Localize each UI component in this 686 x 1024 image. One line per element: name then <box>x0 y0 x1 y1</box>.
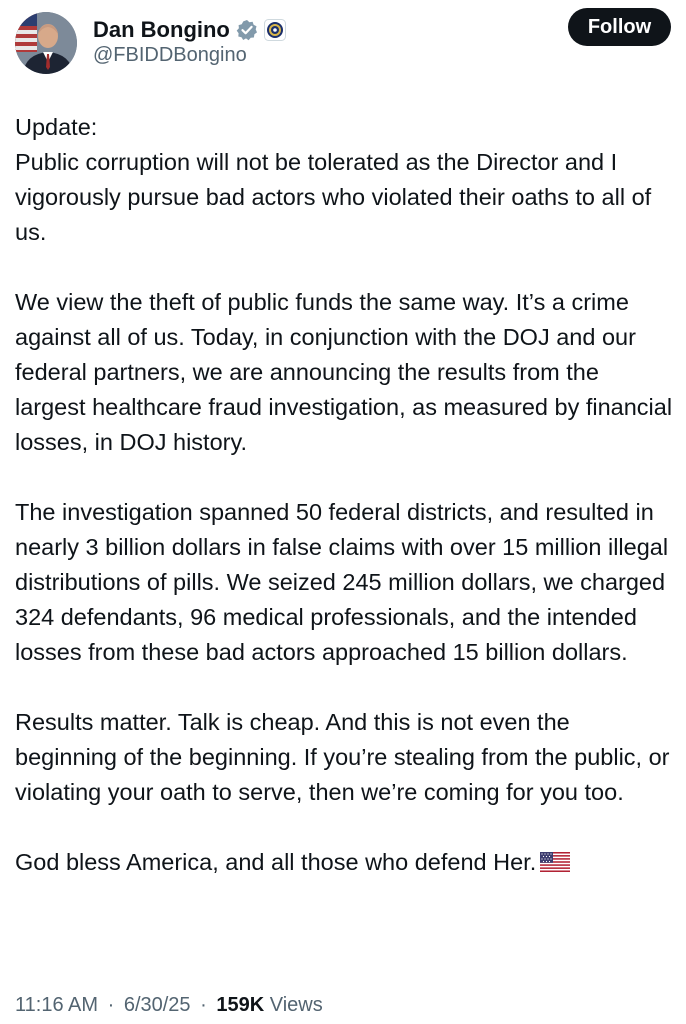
meta-separator-2: · <box>200 994 207 1016</box>
display-name[interactable]: Dan Bongino <box>93 17 230 42</box>
us-flag-icon <box>540 852 570 872</box>
name-row <box>93 14 286 46</box>
tweet-text <box>15 110 675 880</box>
tweet-header <box>15 8 671 74</box>
follow-button[interactable]: Follow <box>568 8 671 46</box>
handle[interactable]: @FBIDDBongino <box>93 44 247 66</box>
tweet-meta <box>15 994 323 1017</box>
tweet-paragraph-3: The investigation spanned 50 federal districts, and resulted in nearly 3 billion dollars in false claims with over 15 million illegal distributions of pills. We seized 245 million dollars, we charged 324 defendants, 96 medical professionals, and the intended losses from these bad actors approached 15 billion dollars. <box>15 499 669 665</box>
meta-separator: · <box>107 994 115 1016</box>
gray-check-badge-icon <box>236 19 258 41</box>
tweet-paragraph-4: Results matter. Talk is cheap. And this is not even the beginning of the beginning. If you’re stealing from the public, or violating your oath to serve, then we’re coming for you too. <box>15 709 670 805</box>
tweet-paragraph-2: We view the theft of public funds the same way. It’s a crime against all of us. Today, in conjunction with the DOJ and our federal partners, we are announcing the results from the largest healthcare fraud investigation, as measured by financial losses, in DOJ history. <box>15 289 673 455</box>
views-label: Views <box>269 994 323 1016</box>
tweet-date[interactable]: 6/30/25 <box>123 994 191 1016</box>
tweet-time[interactable]: 11:16 AM <box>15 994 99 1016</box>
views-count: 159K <box>216 994 265 1016</box>
avatar[interactable] <box>15 12 77 74</box>
tweet-paragraph-5 <box>15 845 675 880</box>
fbi-seal-icon <box>264 19 286 41</box>
tweet-paragraph-5-text: God bless America, and all those who defend Her. <box>15 849 537 875</box>
tweet-paragraph-1: Update: Public corruption will not be tolerated as the Director and I vigorously pursue bad actors who violated their oaths to all of us. <box>15 114 652 245</box>
avatar-photo-icon <box>15 12 77 74</box>
